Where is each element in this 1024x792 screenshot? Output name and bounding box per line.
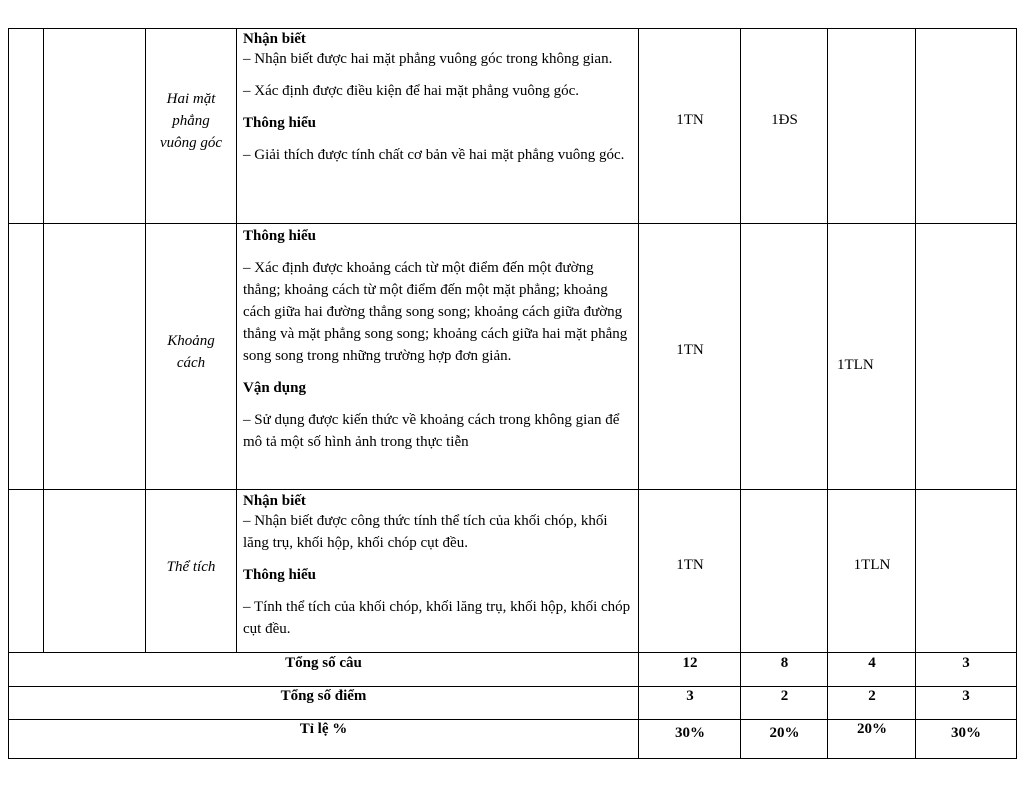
summary-value: 8 xyxy=(780,655,789,671)
summary-value: 3 xyxy=(686,688,694,704)
topic-cell xyxy=(146,556,236,578)
summary-value: 4 xyxy=(868,655,876,671)
requirement-cell xyxy=(243,490,633,640)
requirement-cell xyxy=(243,28,633,166)
requirement-item: – Giải thích được tính chất cơ bản về hai mặt phẳng vuông góc. xyxy=(243,147,625,163)
col-divider xyxy=(827,28,828,759)
row-divider xyxy=(8,652,1017,653)
summary-label-total-points: Tổng số điểm xyxy=(280,688,367,704)
summary-value: 20% xyxy=(769,725,800,741)
tn-count: 1TN xyxy=(676,557,704,573)
requirement-item: – Tính thể tích của khối chóp, khối lăng trụ, khối hộp, khối chóp cụt đều. xyxy=(243,599,631,637)
topic-line: phẳng xyxy=(172,113,210,129)
requirement-cell xyxy=(243,225,633,453)
tln-count: 1TLN xyxy=(837,357,874,373)
topic-cell xyxy=(146,88,236,154)
requirement-item: – Xác định được điều kiện để hai mặt phẳng vuông góc. xyxy=(243,83,579,99)
level-heading: Nhận biết xyxy=(243,31,306,47)
topic-line: Thể tích xyxy=(166,559,216,575)
summary-value: 12 xyxy=(682,655,698,671)
summary-value: 3 xyxy=(962,655,970,671)
row-divider xyxy=(8,223,1017,224)
requirement-item: – Sử dụng được kiến thức về khoảng cách trong không gian để mô tả một số hình ảnh trong thực tiễn xyxy=(243,412,620,450)
col-divider xyxy=(638,28,639,759)
topic-line: Hai mặt xyxy=(166,91,216,107)
level-heading: Nhận biết xyxy=(243,493,306,509)
ds-count: 1ĐS xyxy=(771,112,798,128)
level-heading: Thông hiểu xyxy=(243,567,316,583)
table-border-right xyxy=(1016,28,1017,759)
summary-value: 2 xyxy=(868,688,876,704)
topic-line: Khoảng xyxy=(167,333,215,349)
col-divider xyxy=(915,28,916,759)
level-heading: Thông hiểu xyxy=(243,115,316,131)
row-divider xyxy=(8,719,1017,720)
level-heading: Thông hiểu xyxy=(243,228,316,244)
requirement-item: – Nhận biết được công thức tính thể tích của khối chóp, khối lăng trụ, khối hộp, khối chóp cụt đều. xyxy=(243,513,608,551)
summary-value: 30% xyxy=(675,725,705,741)
summary-value: 20% xyxy=(857,721,887,737)
summary-value: 2 xyxy=(780,688,789,704)
col-divider xyxy=(740,28,741,759)
col-divider xyxy=(236,28,237,652)
table-border-left xyxy=(8,28,9,759)
level-heading: Vận dụng xyxy=(243,380,306,396)
tln-count: 1TLN xyxy=(853,557,891,573)
summary-value: 30% xyxy=(951,725,981,741)
tn-count: 1TN xyxy=(676,342,704,358)
topic-line: cách xyxy=(176,355,206,371)
topic-cell xyxy=(146,330,236,374)
row-divider xyxy=(8,686,1017,687)
summary-label-total-questions: Tổng số câu xyxy=(285,655,362,671)
requirement-item: – Nhận biết được hai mặt phẳng vuông góc trong không gian. xyxy=(243,51,613,67)
summary-value: 3 xyxy=(962,688,970,704)
requirement-item: – Xác định được khoảng cách từ một điểm đến một đường thẳng; khoảng cách từ một điểm đến một mặt phẳng; khoảng cách giữa hai đường thẳng song song; khoảng cách giữa đường thẳng và mặt phẳng song song; khoảng cách giữa hai mặt phẳng song song trong những trường hợp đơn giản. xyxy=(243,260,628,364)
topic-line: vuông góc xyxy=(159,135,223,151)
tn-count: 1TN xyxy=(676,112,704,128)
summary-label-percentage: Tỉ lệ % xyxy=(299,721,348,737)
table-border-bottom xyxy=(8,758,1017,759)
col-divider xyxy=(43,28,44,652)
